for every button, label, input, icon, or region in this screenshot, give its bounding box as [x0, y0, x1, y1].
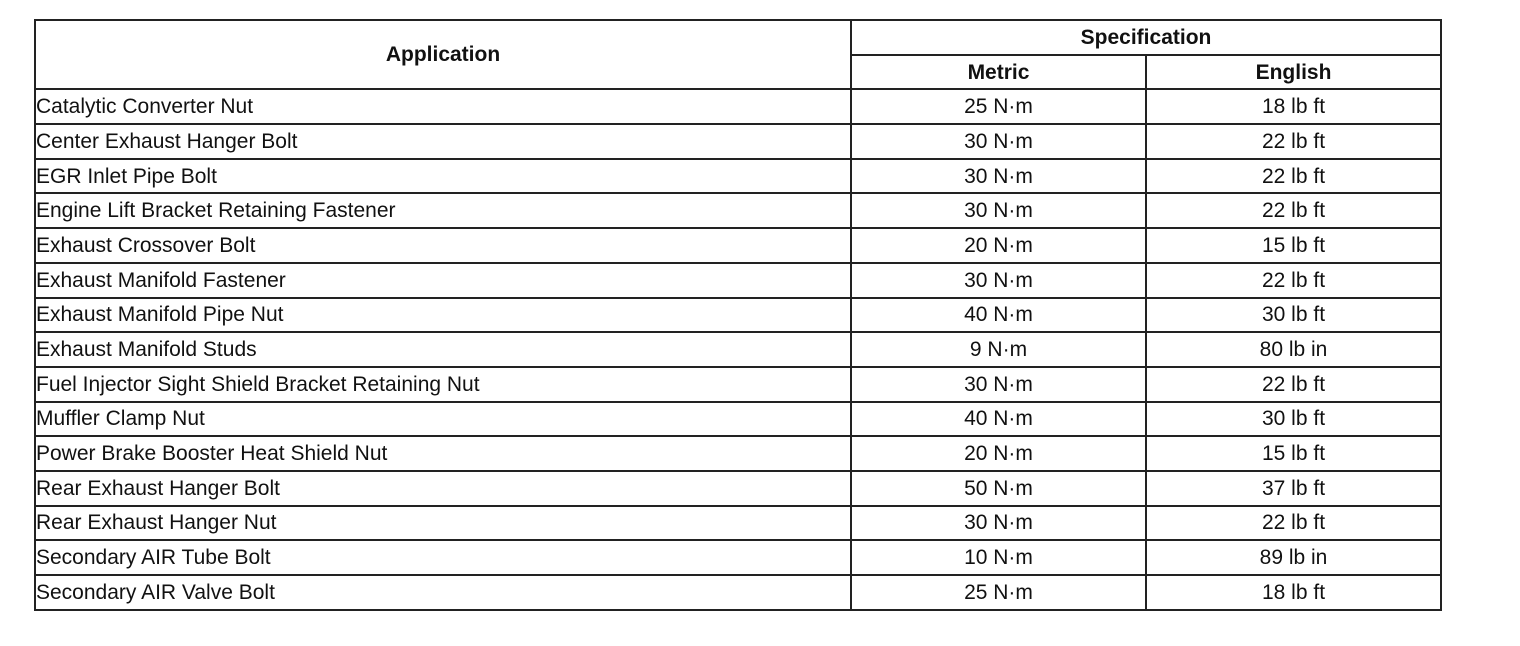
- metric-cell: 30 N·m: [851, 193, 1146, 228]
- application-cell: Power Brake Booster Heat Shield Nut: [35, 436, 851, 471]
- english-cell: 22 lb ft: [1146, 193, 1441, 228]
- table-row: [35, 159, 1441, 194]
- table-row: [35, 436, 1441, 471]
- english-cell: 37 lb ft: [1146, 471, 1441, 506]
- table-row: [35, 228, 1441, 263]
- application-cell: Engine Lift Bracket Retaining Fastener: [35, 193, 851, 228]
- header-english: English: [1146, 55, 1441, 90]
- metric-cell: 30 N·m: [851, 367, 1146, 402]
- english-cell: 22 lb ft: [1146, 263, 1441, 298]
- application-cell: Secondary AIR Valve Bolt: [35, 575, 851, 610]
- table-header: [35, 20, 1441, 89]
- metric-cell: 30 N·m: [851, 124, 1146, 159]
- metric-cell: 25 N·m: [851, 575, 1146, 610]
- application-cell: EGR Inlet Pipe Bolt: [35, 159, 851, 194]
- english-cell: 15 lb ft: [1146, 228, 1441, 263]
- metric-cell: 30 N·m: [851, 263, 1146, 298]
- application-cell: Center Exhaust Hanger Bolt: [35, 124, 851, 159]
- application-cell: Exhaust Manifold Fastener: [35, 263, 851, 298]
- english-cell: 22 lb ft: [1146, 506, 1441, 541]
- header-application: Application: [35, 20, 851, 89]
- table-row: [35, 263, 1441, 298]
- application-cell: Catalytic Converter Nut: [35, 89, 851, 124]
- application-cell: Muffler Clamp Nut: [35, 402, 851, 437]
- table-row: [35, 367, 1441, 402]
- application-cell: Rear Exhaust Hanger Nut: [35, 506, 851, 541]
- metric-cell: 25 N·m: [851, 89, 1146, 124]
- table-row: [35, 540, 1441, 575]
- metric-cell: 10 N·m: [851, 540, 1146, 575]
- table-row: [35, 402, 1441, 437]
- header-row-top: [35, 20, 1441, 55]
- table-row: [35, 193, 1441, 228]
- metric-cell: 20 N·m: [851, 228, 1146, 263]
- english-cell: 22 lb ft: [1146, 159, 1441, 194]
- english-cell: 89 lb in: [1146, 540, 1441, 575]
- application-cell: Exhaust Manifold Studs: [35, 332, 851, 367]
- metric-cell: 40 N·m: [851, 298, 1146, 333]
- metric-cell: 30 N·m: [851, 506, 1146, 541]
- english-cell: 22 lb ft: [1146, 367, 1441, 402]
- table-row: [35, 124, 1441, 159]
- table-row: [35, 298, 1441, 333]
- table-body: [35, 89, 1441, 609]
- header-metric: Metric: [851, 55, 1146, 90]
- metric-cell: 30 N·m: [851, 159, 1146, 194]
- metric-cell: 20 N·m: [851, 436, 1146, 471]
- fastener-specification-table: [34, 19, 1442, 611]
- english-cell: 18 lb ft: [1146, 89, 1441, 124]
- english-cell: 80 lb in: [1146, 332, 1441, 367]
- application-cell: Exhaust Manifold Pipe Nut: [35, 298, 851, 333]
- english-cell: 18 lb ft: [1146, 575, 1441, 610]
- header-specification: Specification: [851, 20, 1441, 55]
- table-row: [35, 506, 1441, 541]
- application-cell: Secondary AIR Tube Bolt: [35, 540, 851, 575]
- english-cell: 22 lb ft: [1146, 124, 1441, 159]
- application-cell: Exhaust Crossover Bolt: [35, 228, 851, 263]
- table-row: [35, 89, 1441, 124]
- english-cell: 30 lb ft: [1146, 298, 1441, 333]
- table-row: [35, 575, 1441, 610]
- table-row: [35, 332, 1441, 367]
- table-row: [35, 471, 1441, 506]
- application-cell: Rear Exhaust Hanger Bolt: [35, 471, 851, 506]
- metric-cell: 9 N·m: [851, 332, 1146, 367]
- application-cell: Fuel Injector Sight Shield Bracket Retaining Nut: [35, 367, 851, 402]
- metric-cell: 40 N·m: [851, 402, 1146, 437]
- english-cell: 30 lb ft: [1146, 402, 1441, 437]
- english-cell: 15 lb ft: [1146, 436, 1441, 471]
- metric-cell: 50 N·m: [851, 471, 1146, 506]
